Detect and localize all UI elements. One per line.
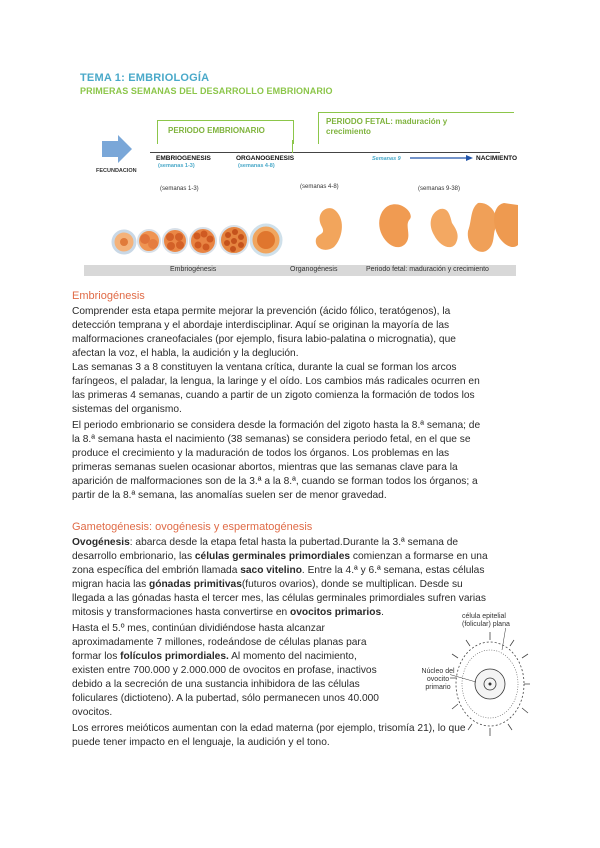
page-subtitle: PRIMERAS SEMANAS DEL DESARROLLO EMBRIONARIO [80,86,333,96]
legend-fetal: Periodo fetal: maduración y crecimiento [366,266,489,273]
paragraph-line: debido a la secreción de una sustancia inhibidora de las células [72,679,360,690]
page-title: TEMA 1: EMBRIOLOGÍA [80,72,210,84]
paragraph-line: ovocitos. [72,707,113,718]
cell-stage-1 [113,231,135,253]
paragraph-line: El periodo embrionario se considera desde la formación del zigoto hasta la 8.ª semana; de [72,420,481,431]
stage-organogenesis: ORGANOGENESIS [236,155,295,162]
embryo-week-6 [379,204,411,247]
timeline-divider [292,140,293,153]
cell-stage-4 [190,228,216,254]
paragraph-line: Las semanas 3 a 8 constituyen la ventana crítica, durante la cual se forman los arcos [72,362,457,373]
timeline-axis [150,152,500,153]
cell-stage-2 [138,230,160,252]
paragraph-line: partir de la 8.ª semana, las anomalías suelen ser de menor gravedad. [72,490,387,501]
legend-embriogenesis: Embriogénesis [170,266,217,273]
weeks-4-8-label: (semanas 4-8) [300,184,339,190]
paragraph-line: foliculares (dictioteno). A la pubertad, sólo permanecen unos 40.000 [72,693,379,704]
paragraph-line [72,536,458,550]
text-span: (futuros ovarios), donde se multiplican. Desde su [241,579,463,590]
weeks-9-38-label: (semanas 9-38) [418,186,461,192]
fetus-week-16 [494,203,518,247]
paragraph-line: primeras semanas suelen ocasionar abortos, mientras que las semanas clave para la [72,462,458,473]
paragraph-line [72,578,463,592]
fetal-period-label: PERIODO FETAL: maduración y crecimiento [326,117,448,136]
embryo-development-illustration [100,195,520,265]
term-gonads: gónadas primitivas [149,579,242,590]
term-primary-oocytes: ovocitos primarios [290,607,382,618]
weeks-arrow-label: Semanas 9 [372,156,401,162]
text-span: comienzan a formarse en una [350,551,488,562]
text-span: desarrollo embrionario, las [72,551,195,562]
paragraph-line: sistemas del organismo. [72,404,182,415]
paragraph-line: malformaciones craneofaciales (por ejemplo, fisura labio-palatina o micrognatia), que [72,334,456,345]
cell-stage-6 [251,225,281,255]
paragraph-line: detección temprana y el abordaje interdisciplinar. Aquí se originan la mayoría de las [72,320,450,331]
paragraph-line: Comprender esta etapa permite mejorar la prevención (ácido fólico, teratógenos), la [72,306,451,317]
paragraph-line: afectan la voz, el habla, la audición y la deglución. [72,348,299,359]
stage-embriogenesis-weeks: (semanas 1-3) [158,163,195,169]
text-span: Al momento del nacimiento, [228,651,357,662]
term-germ-cells: células germinales primordiales [194,551,351,562]
paragraph-line: la 8.ª semana hasta el nacimiento (38 semanas) se considera periodo fetal, en el que se [72,434,471,445]
paragraph-line: faríngeos, el paladar, la lengua, la laringe y el oído. Los cambios más radicales ocurren en [72,376,480,387]
fetus-week-9 [431,209,458,247]
stage-organogenesis-weeks: (semanas 4-8) [238,163,275,169]
text-span: . Entre la 4.ª y 6.ª semana, estas células [301,565,485,576]
term-ovogenesis: Ovogénesis [72,537,130,548]
figure-label-oocyte-nucleus: Núcleo del ovocito primario [421,668,455,691]
text-span: zona específica del embrión llamada [72,565,241,576]
paragraph-line [72,606,384,620]
text-span: . [381,607,384,618]
paragraph-line [72,650,357,664]
text-span: : abarca desde la etapa fetal hasta la pubertad.Durante la 3.ª semana de [129,537,459,548]
section-heading-gametogenesis: Gametogénesis: ovogénesis y espermatogénesis [72,521,313,533]
fecundation-label: FECUNDACION [96,168,137,174]
section-heading-embriogenesis: Embriogénesis [72,290,145,302]
text-span: formar los [72,651,121,662]
paragraph-line: las primeras 4 semanas, cuando a partir de un zigoto comienza la formación de todos los [72,390,475,401]
fecundation-arrow-icon [100,135,140,169]
primordial-follicle-illustration [450,628,530,738]
birth-label: NACIMIENTO [476,155,518,162]
paragraph-line: puede tener impacto en el lenguaje, la audición y el tono. [72,737,330,748]
embryonic-period-label: PERIODO EMBRIONARIO [168,126,265,135]
paragraph-line: llegada a las gónadas hasta el tercer mes, las células germinales primordiales sufren varias [72,593,486,604]
cell-stage-5 [220,226,248,254]
cell-stage-3 [163,229,187,253]
figure-label-epithelial-cell: célula epitelial (folicular) plana [462,613,510,628]
paragraph-line: aparición de malformaciones son de la 3.ª a la 8.ª, cuando se forman todos los órganos; a [72,476,478,487]
fetus-week-12 [468,203,497,252]
paragraph-line: existen entre 700.000 y 2.000.000 de ovocitos en profase, inactivos [72,665,377,676]
paragraph-line [72,564,484,578]
embryo-week-4 [316,208,342,250]
paragraph-line: produce el crecimiento y la maduración de todos los órganos. Los problemas en las [72,448,450,459]
weeks-arrow-icon [410,154,474,162]
stage-embriogenesis: EMBRIOGENESIS [156,155,211,162]
paragraph-line: Los errores meióticos aumentan con la edad materna (por ejemplo, trisomía 21), lo que [72,723,466,734]
paragraph-line: Hasta el 5.º mes, continúan dividiéndose hasta alcanzar [72,623,325,634]
term-primordial-follicles: folículos primordiales. [120,651,229,662]
paragraph-line: aproximadamente 7 millones, rodeándose de células planas para [72,637,367,648]
paragraph-line [72,550,488,564]
text-span: migran hacia las [72,579,150,590]
text-span: mitosis y transformaciones hasta convertirse en [72,607,290,618]
term-yolk-sac: saco vitelino [240,565,302,576]
legend-organogenesis: Organogénesis [290,266,338,273]
weeks-1-3-label: (semanas 1-3) [160,186,199,192]
